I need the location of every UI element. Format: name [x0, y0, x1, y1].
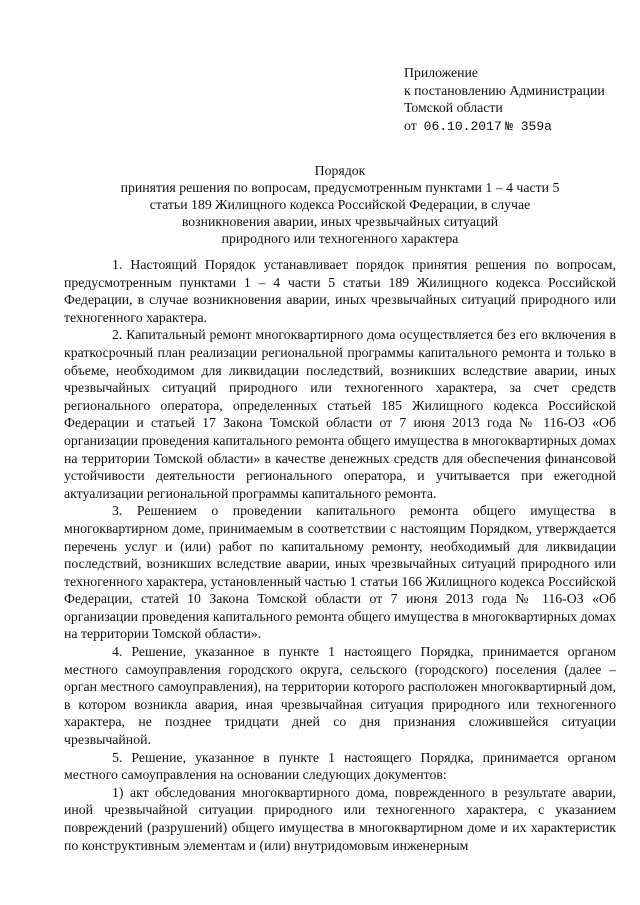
appendix-region: Томской области	[404, 100, 503, 116]
paragraph-2: 2. Капитальный ремонт многоквартирного дома осуществляется без его включения в краткосрочный план реализации региональной программы капитального ремонта и только в объеме, необходимом для ликвидации последствий, возникших вследствие аварии, иных чрезвычайных ситуаций природного или техногенного характера, за счет средств регионального оператора, определенных статьей 185 Жилищного кодекса Российской Федерации и статьей 17 Закона Томской области от 7 июня 2013 года № 116-ОЗ «Об организации проведения капитального ремонта общего имущества в многоквартирных домах на территории Томской области» в качестве денежных средств для обеспечения финансовой устойчивости деятельности регионального оператора, и учитывается при ежегодной актуализации региональной программы капитального ремонта.	[64, 327, 616, 501]
title-line: статьи 189 Жилищного кодекса Российской Федерации, в случае	[149, 196, 531, 212]
title-heading: Порядок	[314, 163, 366, 178]
paragraph-1: 1. Настоящий Порядок устанавливает порядок принятия решения по вопросам, предусмотренным пунктами 1 – 4 части 5 статьи 189 Жилищного кодекса Российской Федерации, в случае возникновения аварии, иных чрезвычайных ситуаций природного или техногенного характера.	[64, 257, 616, 325]
paragraph-3: 3. Решением о проведении капитального ремонта общего имущества в многоквартирном доме, принимаемым в соответствии с настоящим Порядком, утверждается перечень услуг и (или) работ по капитальному ремонту, необходимый для ликвидации последствий, возникших вследствие аварии, иных чрезвычайных ситуаций природного или техногенного характера, установленный частью 1 статьи 166 Жилищного кодекса Российской Федерации, статей 10 Закона Томской области от 7 июня 2013 года № 116-ОЗ «Об организации проведения капитального ремонта общего имущества в многоквартирных домах на территории Томской области».	[64, 503, 616, 642]
appendix-header	[404, 64, 605, 135]
title-line: принятия решения по вопросам, предусмотренным пунктами 1 – 4 части 5	[120, 179, 560, 195]
document-title	[80, 163, 600, 248]
appendix-date-prefix: от	[404, 117, 417, 133]
appendix-resolution: к постановлению Администрации	[404, 82, 605, 98]
paragraph-5: 5. Решение, указанное в пункте 1 настоящего Порядка, принимается органом местного самоуправления на основании следующих документов:	[64, 749, 616, 783]
title-line: природного или техногенного характера	[221, 230, 459, 246]
title-line: возникновения аварии, иных чрезвычайных ситуаций	[181, 213, 499, 229]
appendix-number: № 359а	[505, 118, 552, 134]
paragraph-4: 4. Решение, указанное в пункте 1 настоящего Порядка, принимается органом местного самоуправления городского округа, сельского (городского) поселения (далее – орган местного самоуправления), на территории которого расположен многоквартирный дом, в котором возникла авария, иная чрезвычайная ситуация природного или техногенного характера, не позднее тридцати дней со дня признания сложившейся ситуации чрезвычайной.	[64, 644, 616, 748]
document-body	[64, 256, 616, 854]
paragraph-5-item-1: 1) акт обследования многоквартирного дома, поврежденного в результате аварии, иной чрезвычайной ситуации природного или техногенного характера, с указанием повреждений (разрушений) общего имущества в многоквартирном доме и их характеристик по конструктивным элементам и (или) внутридомовым инженерным	[64, 784, 616, 853]
appendix-date: 06.10.2017	[423, 118, 502, 134]
appendix-label: Приложение	[404, 65, 479, 80]
appendix-date-line	[404, 117, 605, 136]
